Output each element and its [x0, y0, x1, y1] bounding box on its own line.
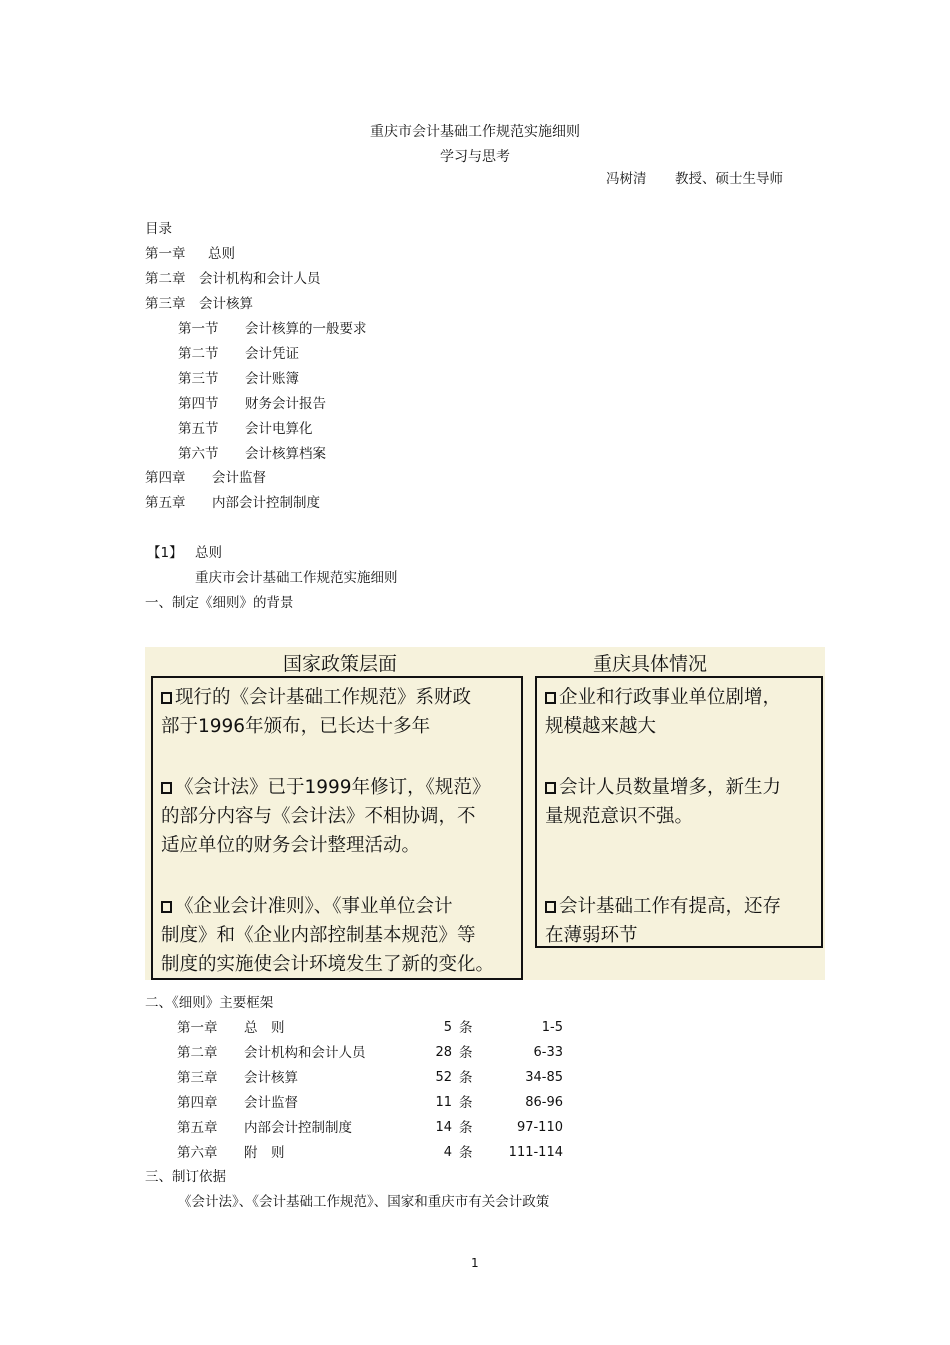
checkbox-square-icon [545, 692, 556, 704]
part-subtitle: 重庆市会计基础工作规范实施细则 [195, 570, 398, 586]
checkbox-square-icon [161, 901, 172, 913]
toc-chapter-label: 第一章 [145, 246, 186, 262]
toc-chapter-label: 第二章 [145, 271, 186, 287]
document-title: 重庆市会计基础工作规范实施细则 [370, 124, 580, 140]
situation-item: 会计人员数量增多，新生力 量规范意识不强。 [545, 777, 782, 827]
toc-chapter-label: 第五章 [145, 495, 186, 511]
toc-heading: 目录 [145, 221, 172, 237]
checkbox-square-icon [161, 782, 172, 794]
toc-section-label: 第四节 [178, 396, 219, 412]
toc-chapter-text: 内部会计控制制度 [212, 495, 320, 511]
policy-item: 《会计法》已于1999年修订，《规范》 的部分内容与《会计法》不相协调，不 适应单位的财务会计整理活动。 [161, 777, 491, 856]
part-marker: 【1】 [147, 545, 183, 561]
toc-chapter-label: 第三章 [145, 296, 186, 312]
toc-section-text: 财务会计报告 [245, 396, 326, 412]
policy-item: 《企业会计准则》、《事业单位会计 制度》和《企业内部控制基本规范》等 制度的实施使会计环境发生了新的变化。 [161, 896, 495, 975]
document-subtitle: 学习与思考 [440, 149, 510, 165]
toc-section-label: 第五节 [178, 421, 219, 437]
figure-left-box [151, 676, 523, 980]
toc-chapter-text: 会计核算 [199, 296, 253, 312]
figure-right-box [535, 676, 823, 948]
background-figure [145, 647, 825, 980]
toc-section-label: 第三节 [178, 371, 219, 387]
toc-section-text: 会计核算的一般要求 [245, 321, 367, 337]
toc-section-text: 会计核算档案 [245, 446, 326, 462]
situation-item: 企业和行政事业单位剧增， 规模越来越大 [545, 687, 782, 737]
document-page: 重庆市会计基础工作规范实施细则 学习与思考 冯树清 教授、硕士生导师 目录 第一章 总则 第二章 会计机构和会计人员 第三章 会计核算 第一节 会计核算的一般要求 第二节 会计凭证 第三节 会计账簿 第四节 财务会计报告 第五节 会计电算化 第六节 会计核算档案 第四章 会计监督 第五章 内部会计控制制度 【1】 总则 重庆市会计基础工作规范实施细则 一、制定《细则》的背景 国家政策层面 重庆具体情况 现行的《会计基础工作规范》系财政 部于1996年颁布，已长达十多年 《会计法》已于1999年修订，《规范》 的部分内容与《会计法》不相协调，不 适应单位的财务会计整理活动。 《企业会计准则》、《事业单位会计 制度》和《企业内部控制基本规范》等 制度的实施使会计环境发生了新的变化。 企业和行政事业单位剧增， 规模越来越大 会计人员数量增多，新生力 量规范意识不强。 会计基础工作有提高，还存 在薄弱环节 二、《细则》主要框架 第一章 总 则 5 条 1-5 第二章 会计机构和会计人员 28 条 6-33 第三章 会计核算 52 条 34-85 第四章 会计监督 11 条 86-96 第五章 内部会计控制制度 14 条 97-110 第六章 附 则 4 条 111-114 三、制订依据 《会计法》、《会计基础工作规范》、国家和重庆市有关会计政策 1 [0, 0, 950, 1345]
part-title: 总则 [195, 545, 222, 561]
section-body: 《会计法》、《会计基础工作规范》、国家和重庆市有关会计政策 [178, 1194, 550, 1210]
figure-left-heading: 国家政策层面 [283, 653, 398, 675]
section-heading: 三、制订依据 [145, 1169, 226, 1185]
toc-chapter-text: 会计监督 [212, 470, 266, 486]
policy-item: 现行的《会计基础工作规范》系财政 部于1996年颁布，已长达十多年 [161, 687, 472, 737]
toc-section-label: 第一节 [178, 321, 219, 337]
checkbox-square-icon [161, 692, 172, 704]
checkbox-square-icon [545, 782, 556, 794]
toc-chapter-text: 会计机构和会计人员 [199, 271, 321, 287]
checkbox-square-icon [545, 901, 556, 913]
toc-section-label: 第六节 [178, 446, 219, 462]
toc-section-text: 会计凭证 [245, 346, 299, 362]
author-name: 冯树清 [606, 171, 647, 187]
page-number: 1 [471, 1256, 479, 1270]
toc-chapter-label: 第四章 [145, 470, 186, 486]
author-title: 教授、硕士生导师 [675, 171, 783, 187]
section-heading: 二、《细则》主要框架 [145, 995, 274, 1011]
situation-item: 会计基础工作有提高，还存 在薄弱环节 [545, 896, 782, 946]
figure-right-heading: 重庆具体情况 [593, 653, 708, 675]
section-heading: 一、制定《细则》的背景 [145, 595, 294, 611]
toc-section-text: 会计电算化 [245, 421, 313, 437]
toc-section-text: 会计账簿 [245, 371, 299, 387]
toc-chapter-text: 总则 [208, 246, 235, 262]
toc-section-label: 第二节 [178, 346, 219, 362]
